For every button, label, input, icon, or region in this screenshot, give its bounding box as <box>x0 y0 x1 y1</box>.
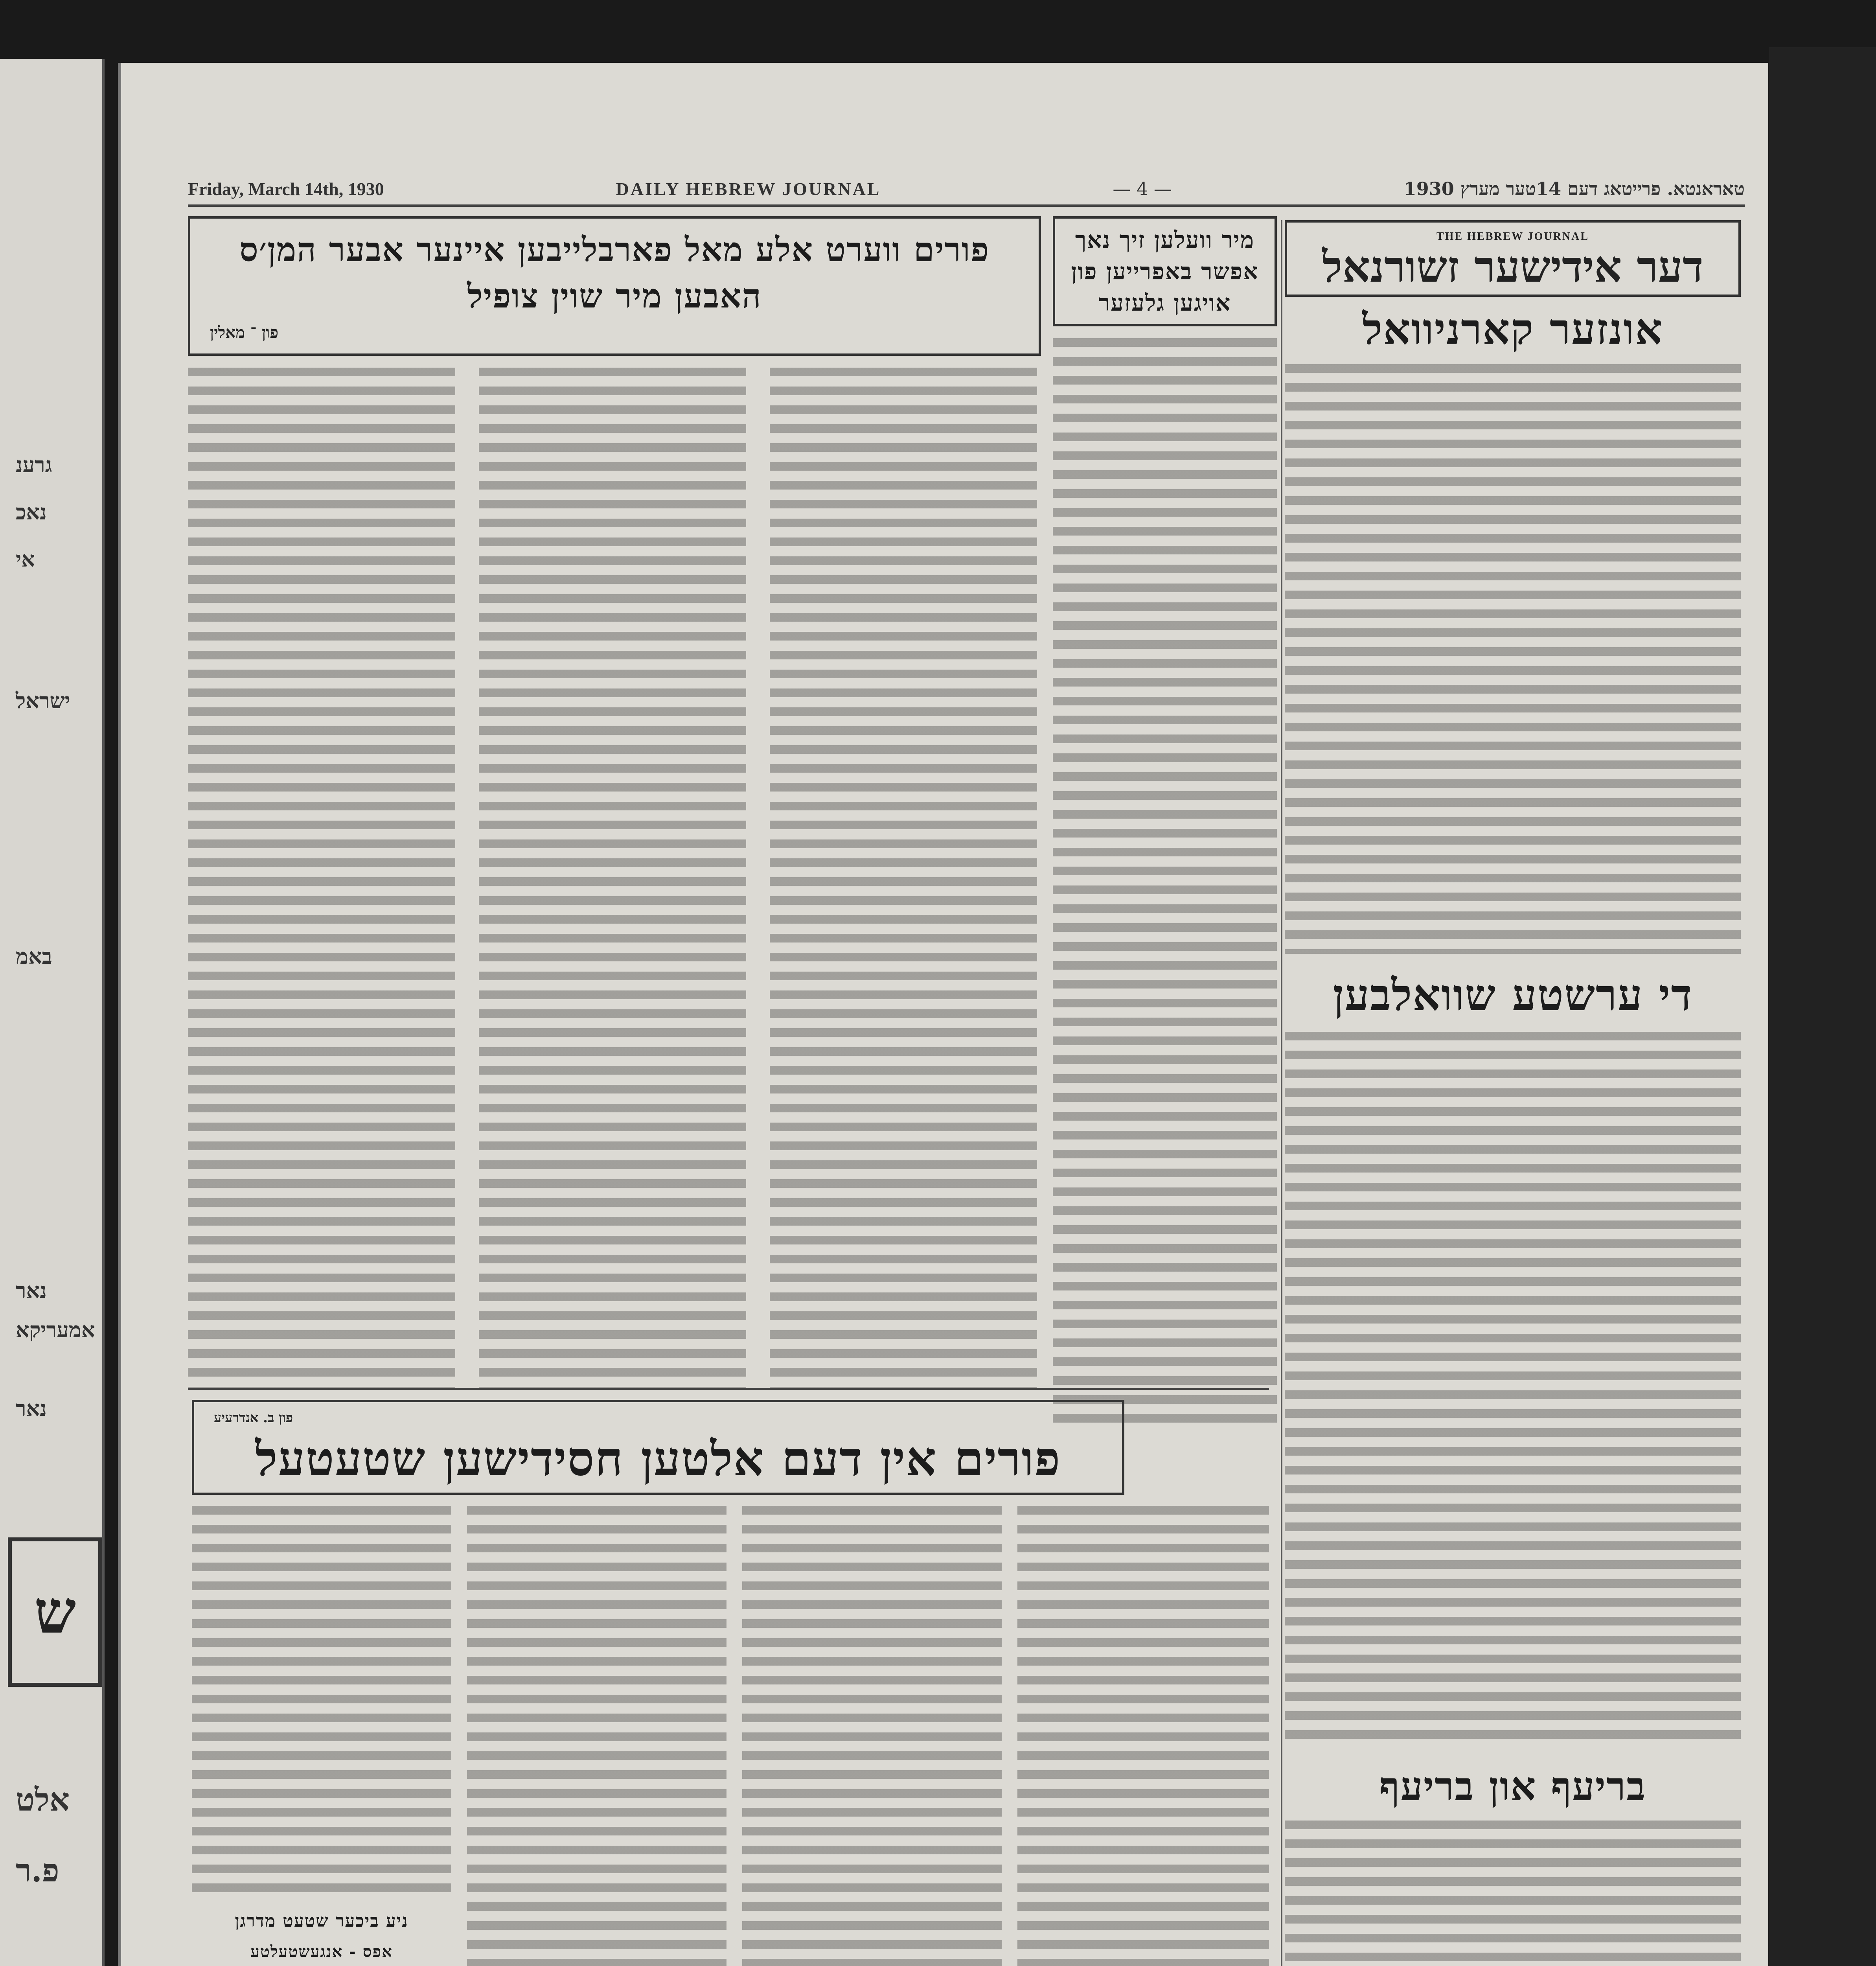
fragment-text: אמעריקא <box>16 1317 95 1342</box>
article-body <box>1285 1032 1741 1747</box>
fragment-text: באמ <box>16 944 52 969</box>
masthead-title: דער אידישער זשורנאל <box>1322 241 1703 292</box>
article-headline-shtetl: פורים אין דעם אלטען חסידישען שטעטעל <box>255 1431 1061 1487</box>
header-paper-name: DAILY HEBREW JOURNAL <box>616 179 881 199</box>
page-header <box>188 173 1745 207</box>
newspaper-page <box>118 63 1768 1966</box>
article-headline-shvalbn: די ערשטע שוואלבען <box>1333 970 1693 1020</box>
article-body <box>1053 338 1277 1431</box>
text-column <box>188 368 455 1390</box>
fragment-text: נאר <box>16 1396 47 1421</box>
article-headline-mid: מיר וועלען זיך נאך אפשר באפרייען פון אויגען גלעזער <box>1071 226 1259 316</box>
article-headline-small: ניע ביכער שטעט מדרגן <box>235 1911 408 1931</box>
header-date-english: Friday, March 14th, 1930 <box>188 179 384 199</box>
fragment-text: אי <box>16 547 35 572</box>
section-rule <box>188 1388 1269 1390</box>
header-page-number: — 4 — <box>1113 178 1172 199</box>
article-byline: פון ־ מאלין <box>210 323 279 342</box>
text-column <box>479 368 746 1390</box>
masthead-english: THE HEBREW JOURNAL <box>1436 230 1589 243</box>
article-subhead: אפס - אנגעשטעלטע <box>250 1942 393 1961</box>
ad-box: ש <box>8 1537 102 1687</box>
right-column <box>1285 220 1741 1966</box>
fragment-text: אלט <box>16 1781 70 1818</box>
text-column <box>192 1506 451 1899</box>
left-newspaper-strip <box>0 59 105 1966</box>
fragment-text: פ.ר <box>16 1852 59 1889</box>
left-area <box>188 216 1041 1390</box>
article-headline-purim: פורים ווערט אלע מאל פארבלייבען איינער אבער המן׳ס האבען מיר שוין צופיל <box>239 230 990 315</box>
article-headline-karnival: אונזער קארניוואל <box>1362 305 1663 354</box>
fragment-text: נאר <box>16 1278 47 1303</box>
text-column <box>467 1506 726 1966</box>
headline-box <box>192 1400 1124 1495</box>
article-byline: פון ב. אנדרעיע <box>214 1410 293 1426</box>
text-column <box>1017 1506 1269 1966</box>
article-body <box>1285 1821 1741 1966</box>
middle-column <box>1053 216 1277 1431</box>
headline-box <box>1053 216 1277 326</box>
right-dark-margin <box>1769 47 1876 1966</box>
article-headline-briv: בריעף און בריעף <box>1379 1763 1646 1810</box>
fragment-text: גרענ <box>16 452 52 477</box>
article-body <box>1285 364 1741 954</box>
column-rule <box>1281 220 1282 1966</box>
header-date-yiddish: טאראנטא. פרייטאג דעם 14טער מערץ 1930 <box>1403 178 1745 199</box>
masthead <box>1285 220 1741 297</box>
article-body-columns <box>188 368 1041 1390</box>
text-column <box>742 1506 1002 1966</box>
fragment-text: ישראל <box>16 688 70 713</box>
text-column <box>770 368 1037 1390</box>
headline-box <box>188 216 1041 356</box>
fragment-text: נאכ <box>16 499 47 525</box>
